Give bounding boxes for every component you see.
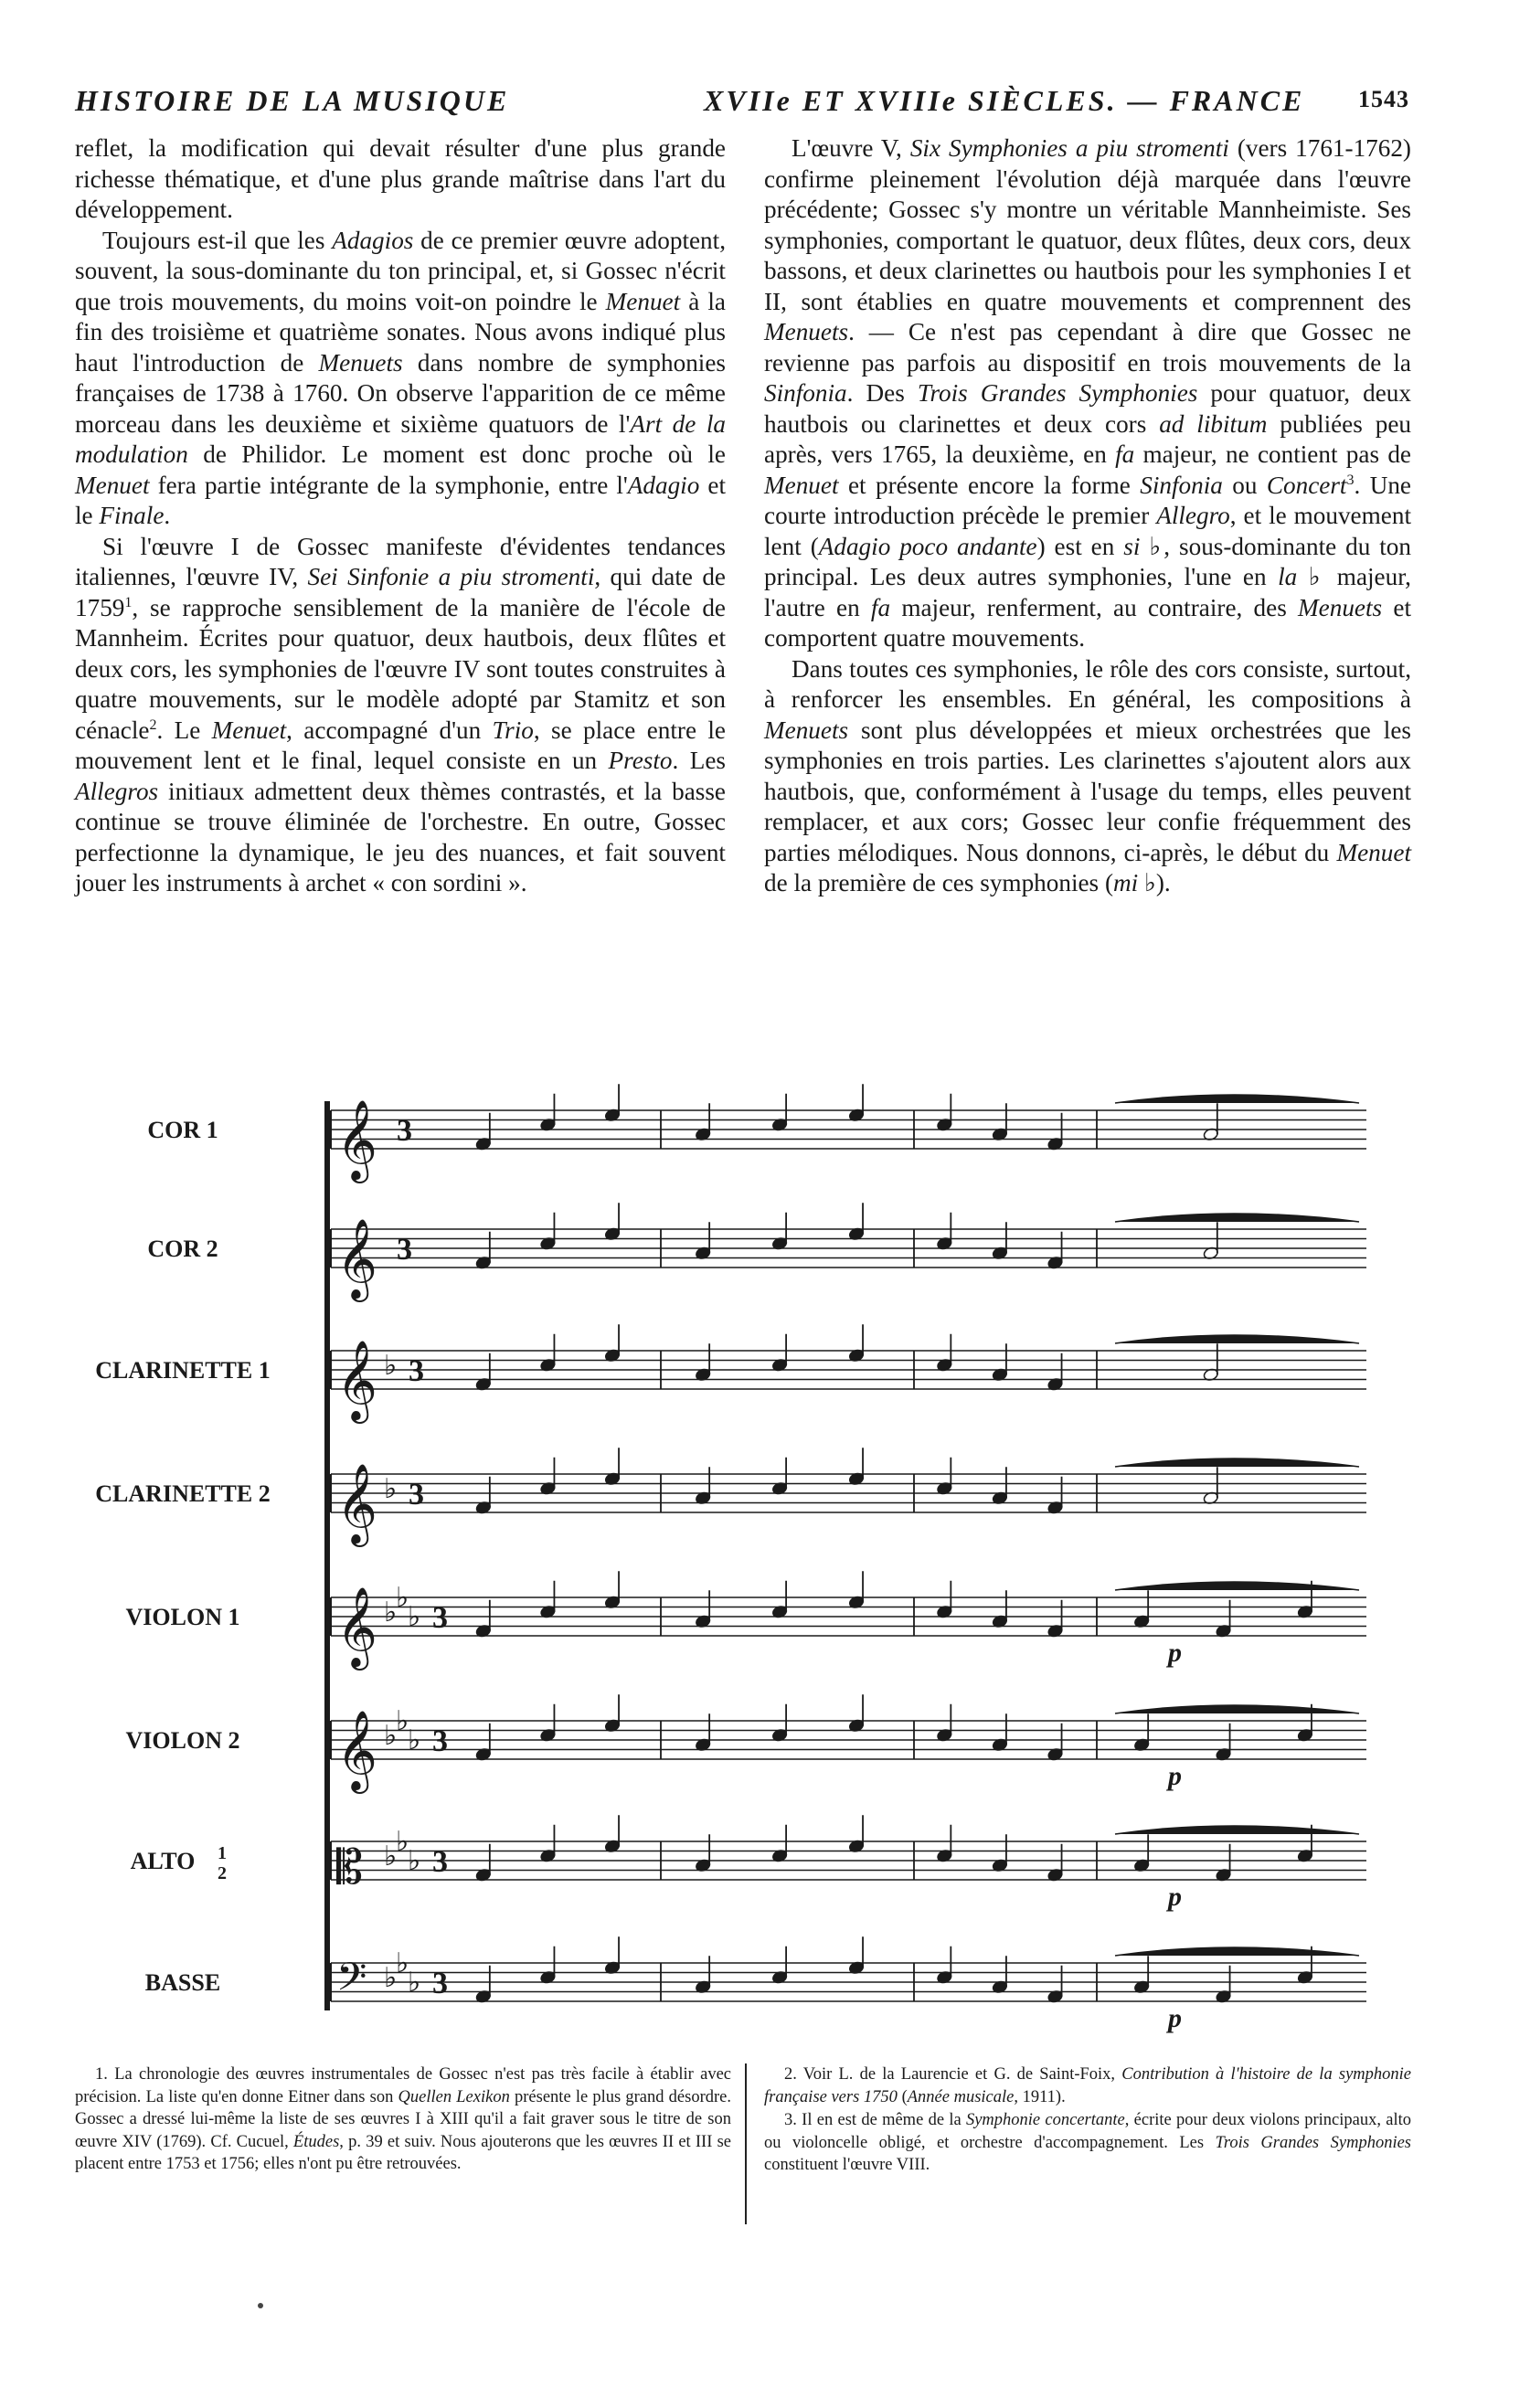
flat-icon: ♭ bbox=[384, 1472, 398, 1505]
time-signature: 3 bbox=[432, 1724, 448, 1758]
flat-icon: ♭ bbox=[408, 1967, 421, 2000]
flat-icon: ♭ bbox=[396, 1705, 409, 1738]
instrument-label: ALTO bbox=[130, 1848, 196, 1874]
printing-speck bbox=[258, 2303, 263, 2308]
time-signature: 3 bbox=[432, 1601, 448, 1635]
right-column bbox=[764, 133, 1411, 899]
instrument-label: VIOLON 1 bbox=[125, 1604, 240, 1630]
tie bbox=[1115, 1459, 1359, 1467]
flat-icon: ♭ bbox=[396, 1582, 409, 1615]
tie bbox=[1115, 1095, 1359, 1103]
divisi-number: 1 bbox=[218, 1843, 227, 1863]
flat-icon: ♭ bbox=[384, 1349, 398, 1382]
instrument-label: BASSE bbox=[144, 1969, 221, 1996]
treble-clef-icon: 𝄞 bbox=[336, 1462, 377, 1543]
flat-icon: ♭ bbox=[384, 1840, 398, 1872]
flat-icon: ♭ bbox=[396, 1826, 409, 1859]
instrument-label: COR 1 bbox=[147, 1117, 218, 1143]
tie bbox=[1115, 1705, 1359, 1713]
dynamic-piano: p bbox=[1168, 1882, 1182, 1912]
paragraph: L'œuvre V, Six Symphonies a piu stromenti (vers 1761-1762) confirme pleinement l'évolution déjà marquée dans l'œuvre précédente; Gossec s'y montre un véritable Mannheimiste. Ses symphonies, comportant le quatuor, deux flûtes, deux cors, deux bassons, et deux clarinettes ou hautbois pour les symphonies I et II, sont établies en quatre mouvements et comprennent des Menuets. — Ce n'est pas cependant à dire que Gossec ne revienne pas parfois au dispositif en trois mouvements de la Sinfonia. Des Trois Grandes Symphonies pour quatuor, deux hautbois ou clarinettes et deux cors ad libitum publiées peu après, vers 1765, la deuxième, en fa majeur, ne contient pas de Menuet et présente encore la forme Sinfonia ou Concert$^3$. Une courte introduction précède le premier Allegro, et le mouvement lent (Adagio poco andante) est en si ♭, sous-dominante du ton principal. Les deux autres symphonies, l'une en la ♭ majeur, l'autre en fa majeur, renferment, au contraire, des Menuets et comportent quatre mouvements. bbox=[764, 134, 1411, 652]
paragraph: Toujours est-il que les Adagios de ce premier œuvre adoptent, souvent, la sous-dominante du ton principal, et, si Gossec n'écrit que trois mouvements, du moins voit-on poindre le Menuet à la fin des troisième et quatrième sonates. Nous avons indiqué plus haut l'introduction de Menuets dans nombre de symphonies françaises de 1738 à 1760. On observe l'apparition de ce même morceau dans les deuxième et sixième quatuors de l'Art de la modulation de Philidor. Le moment est donc proche où le Menuet fera partie intégrante de la symphonie, entre l'Adagio et le Finale. bbox=[75, 226, 727, 529]
paragraph: Si l'œuvre I de Gossec manifeste d'évidentes tendances italiennes, l'œuvre IV, Sei Sinfonie a piu stromenti, qui date de 1759$^1$, se rapproche sensiblement de la manière de l'école de Mannheim. Écrites pour quatuor, deux hautbois, deux flûtes et deux cors, les symphonies de l'œuvre IV sont toutes construites à quatre mouvements, sur le modèle adopté par Stamitz et son cénacle$^2$. Le Menuet, accompagné d'un Trio, se place entre le mouvement lent et le final, lequel consiste en un Presto. Les Allegros initiaux admettent deux thèmes contrastés, et la basse continue se trouve éliminée de l'orchestre. En outre, Gossec perfectionne la dynamique, le jeu des nuances, et fait souvent jouer les instruments à archet « con sordini ». bbox=[75, 532, 726, 896]
footnote-ref: 2 bbox=[149, 716, 157, 733]
flat-icon: ♭ bbox=[384, 1961, 398, 1994]
treble-clef-icon: 𝄞 bbox=[336, 1586, 377, 1667]
musical-score bbox=[91, 1051, 1371, 2056]
tie bbox=[1115, 1947, 1359, 1956]
treble-clef-icon: 𝄞 bbox=[336, 1709, 377, 1790]
flat-icon: ♭ bbox=[384, 1719, 398, 1752]
tie bbox=[1115, 1826, 1359, 1834]
left-column bbox=[75, 133, 726, 899]
tie bbox=[1115, 1214, 1359, 1222]
dynamic-piano: p bbox=[1168, 1761, 1182, 1791]
flat-icon: ♭ bbox=[408, 1601, 421, 1634]
instrument-label: VIOLON 2 bbox=[125, 1727, 240, 1754]
tie bbox=[1115, 1335, 1359, 1343]
flat-icon: ♭ bbox=[384, 1596, 398, 1628]
footnote: 1. La chronologie des œuvres instrumentales de Gossec n'est pas très facile à établir avec précision. La liste qu'en donne Eitner dans son Quellen Lexikon présente le plus grand désordre. Gossec a dressé lui-même la liste de ses œuvres I à XIII qu'il a fait graver sous le titre de son œuvre XIV (1769). Cf. Cucuel, Études, p. 39 et suiv. Nous ajouterons que les œuvres II et III se placent entre 1753 et 1756; elles n'ont pu être retrouvées. bbox=[75, 2065, 732, 2173]
flat-icon: ♭ bbox=[408, 1845, 421, 1878]
instrument-label: COR 2 bbox=[147, 1236, 218, 1262]
dynamic-piano: p bbox=[1168, 1638, 1182, 1668]
running-header bbox=[75, 84, 1409, 124]
time-signature: 3 bbox=[409, 1478, 424, 1512]
footnote: 3. Il en est de même de la Symphonie concertante, écrite pour deux violons principaux, alto ou violoncelle obligé, et orchestre d'accompagnement. Les Trois Grandes Symphonies constituent l'œuvre VIII. bbox=[764, 2111, 1412, 2174]
paragraph: reflet, la modification qui devait résulter d'une plus grande richesse thématique, et d'une plus grande maîtrise dans l'art du développement. bbox=[75, 134, 726, 223]
paragraph: Dans toutes ces symphonies, le rôle des cors consiste, surtout, à renforcer les ensembles. En général, les compositions à Menuets sont plus développées et mieux orchestrées que les symphonies en trois parties. Les clarinettes s'ajoutent alors aux hautbois, que, conformément à l'usage du temps, elles peuvent remplacer, et aux cors; Gossec leur confie fréquemment des parties mélodiques. Nous donnons, ci-après, le début du Menuet de la première de ces symphonies (mi ♭). bbox=[764, 654, 1411, 896]
footnotes-left bbox=[75, 2063, 731, 2177]
alto-clef-icon: 𝄡 bbox=[336, 1840, 364, 1895]
dynamic-piano: p bbox=[1168, 2003, 1182, 2033]
flat-icon: ♭ bbox=[396, 1947, 409, 1980]
time-signature: 3 bbox=[432, 1967, 448, 2000]
bass-clef-icon: 𝄢 bbox=[336, 1955, 367, 2010]
divisi-number: 2 bbox=[218, 1863, 227, 1883]
time-signature: 3 bbox=[409, 1354, 424, 1388]
instrument-label: CLARINETTE 2 bbox=[95, 1480, 271, 1507]
tie bbox=[1115, 1582, 1359, 1590]
treble-clef-icon: 𝄞 bbox=[336, 1217, 377, 1299]
page-number: 1543 bbox=[1358, 86, 1409, 112]
time-signature: 3 bbox=[397, 1114, 412, 1148]
flat-icon: ♭ bbox=[408, 1724, 421, 1757]
time-signature: 3 bbox=[432, 1845, 448, 1879]
footnote-ref: 1 bbox=[124, 594, 133, 610]
footnote-ref: 3 bbox=[1346, 472, 1355, 488]
header-section: XVIIe ET XVIIIe SIÈCLES. — FRANCE bbox=[704, 84, 1305, 117]
footnote: 2. Voir L. de la Laurencie et G. de Saint-Foix, Contribution à l'histoire de la symphonie française vers 1750 (Année musicale, 1911). bbox=[764, 2065, 1412, 2106]
time-signature: 3 bbox=[397, 1233, 412, 1267]
treble-clef-icon: 𝄞 bbox=[336, 1339, 377, 1420]
footnotes-right bbox=[764, 2063, 1411, 2178]
header-title: HISTOIRE DE LA MUSIQUE bbox=[75, 84, 510, 117]
instrument-label: CLARINETTE 1 bbox=[95, 1357, 271, 1384]
treble-clef-icon: 𝄞 bbox=[336, 1098, 377, 1180]
footnote-divider bbox=[745, 2063, 747, 2224]
